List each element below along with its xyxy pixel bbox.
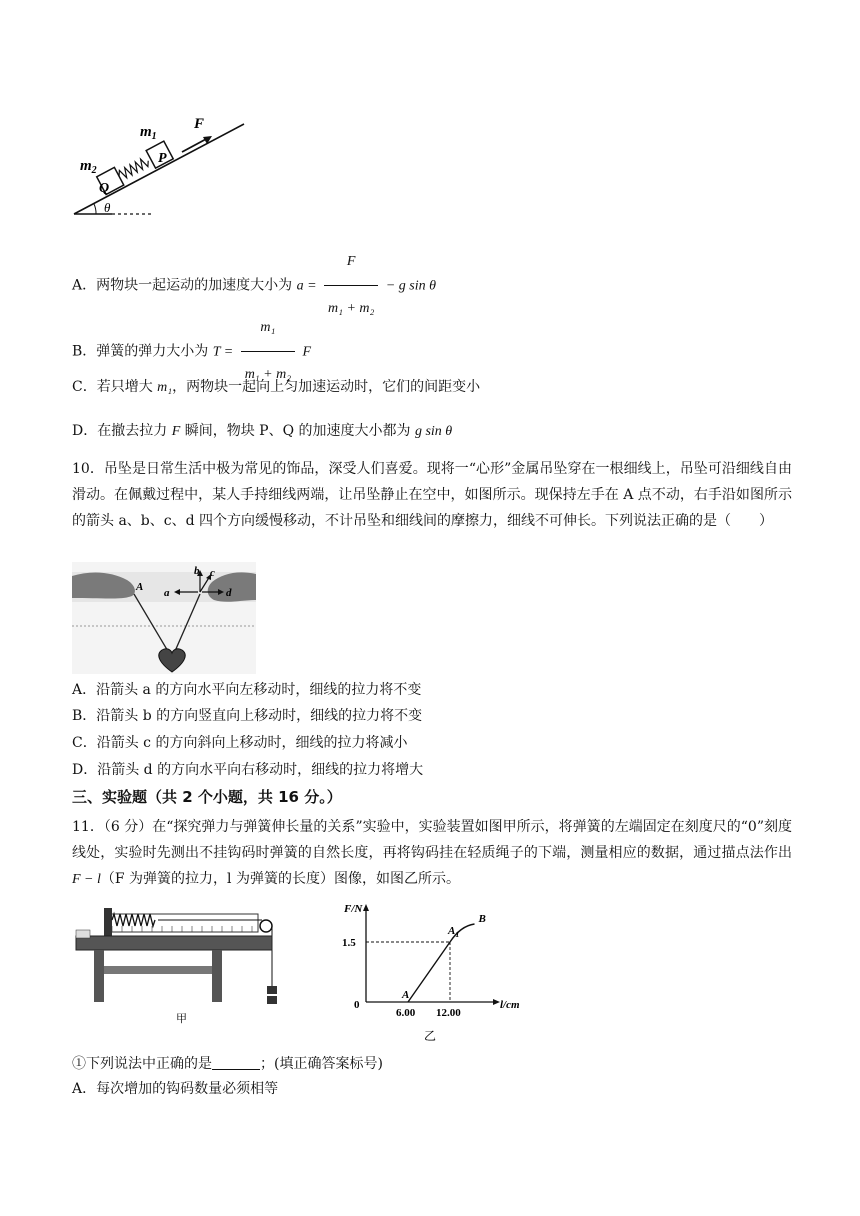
label-p: P: [158, 151, 167, 166]
label-arrow-b: b: [194, 565, 200, 577]
caption-yi: 乙: [424, 1029, 437, 1043]
label-theta: θ: [104, 200, 111, 215]
q10-option-d: D．沿箭头 d 的方向水平向右移动时，细线的拉力将增大: [72, 762, 424, 778]
x-axis-label: l/cm: [500, 999, 520, 1011]
q9-option-d: D．在撤去拉力 F 瞬间，物块 P、Q 的加速度大小都为 g sin θ: [72, 423, 453, 439]
q9-option-a: A．两物块一起运动的加速度大小为 a = $\frac{F}{\text{m₁ + m₂}}$ − g sin θ: [72, 242, 436, 329]
table-top: [76, 936, 272, 950]
answer-blank[interactable]: [212, 1055, 260, 1070]
incline-surface: [74, 124, 244, 214]
origin-label: 0: [354, 999, 360, 1011]
label-arrow-c: c: [210, 567, 215, 579]
point-b-label: B: [478, 913, 486, 925]
label-q: Q: [99, 181, 110, 196]
point-a1-label: $A_1$: [448, 925, 460, 939]
label-arrow-d: d: [226, 587, 232, 599]
x-axis-arrow: [493, 999, 500, 1005]
x-tick-6: 6.00: [396, 1007, 416, 1019]
pendant-figure: [72, 562, 256, 674]
y-axis-label: F/N: [344, 903, 363, 915]
weight-1: [267, 986, 277, 994]
label-arrow-a: a: [164, 587, 170, 599]
point-a-label: A: [402, 989, 410, 1001]
ruler: [108, 914, 258, 932]
q10-stem: 10．吊坠是日常生活中极为常见的饰品，深受人们喜爱。现将一“心形”金属吊坠穿在一根细线上，吊坠可沿细线自由滑动。在佩戴过程中，某人手持细线两端，让吊坠静止在空中，如图所示。现保持左手在 A 点不动，右手沿如图所示的箭头 a、b、c、d 四个方向缓慢移动，不计吊坠和细线间的摩擦力，细线不可伸长。下列说法正确的是（ ）: [72, 461, 792, 529]
q10-option-b: B．沿箭头 b 的方向竖直向上移动时，细线的拉力将不变: [72, 708, 423, 724]
q11-stem: 11．（6 分）在“探究弹力与弹簧伸长量的关系”实验中，实验装置如图甲所示，将弹簧的左端固定在刻度尺的“0”刻度线处，实验时先测出不挂钩码时弹簧的自然长度，再将钩码挂在轻质绳子的下端，测量相应的数据，通过描点法作出F − l（F 为弹簧的拉力，l 为弹簧的长度）图像，如图乙所示。: [72, 819, 792, 887]
q11-sub1: ①下列说法中正确的是 ；(填正确答案标号): [72, 1056, 383, 1072]
label-m2: $m_2$: [80, 158, 97, 176]
q11-sub1-option-a: A．每次增加的钩码数量必须相等: [72, 1081, 279, 1097]
f-l-graph: [338, 898, 522, 1044]
y-axis-arrow: [363, 904, 369, 911]
f-l-curve: [408, 924, 475, 1002]
apparatus-figure: [72, 900, 292, 1028]
label-a-point: A: [136, 581, 144, 593]
x-tick-12: 12.00: [436, 1007, 461, 1019]
label-m1: $m_1$: [140, 124, 157, 142]
incline-figure: [72, 108, 252, 220]
q10-option-a: A．沿箭头 a 的方向水平向左移动时，细线的拉力将不变: [72, 682, 422, 698]
pulley: [260, 920, 272, 932]
section-title: 三、实验题（共 2 个小题，共 16 分。）: [72, 788, 342, 806]
y-tick-1-5: 1.5: [342, 937, 356, 949]
q9-option-c: C．若只增大 m₁，两物块一起向上匀加速运动时，它们的间距变小: [72, 379, 481, 395]
weight-2: [267, 996, 277, 1004]
q10-option-c: C．沿箭头 c 的方向斜向上移动时，细线的拉力将减小: [72, 735, 408, 751]
caption-jia: 甲: [176, 1013, 187, 1025]
angle-arc: [94, 204, 96, 214]
q9-option-b: B．弹簧的弹力大小为 T = $\frac{\text{m₁}}{\text{m₁ + m₂}}$ F: [72, 308, 311, 395]
label-f: F: [194, 116, 205, 132]
